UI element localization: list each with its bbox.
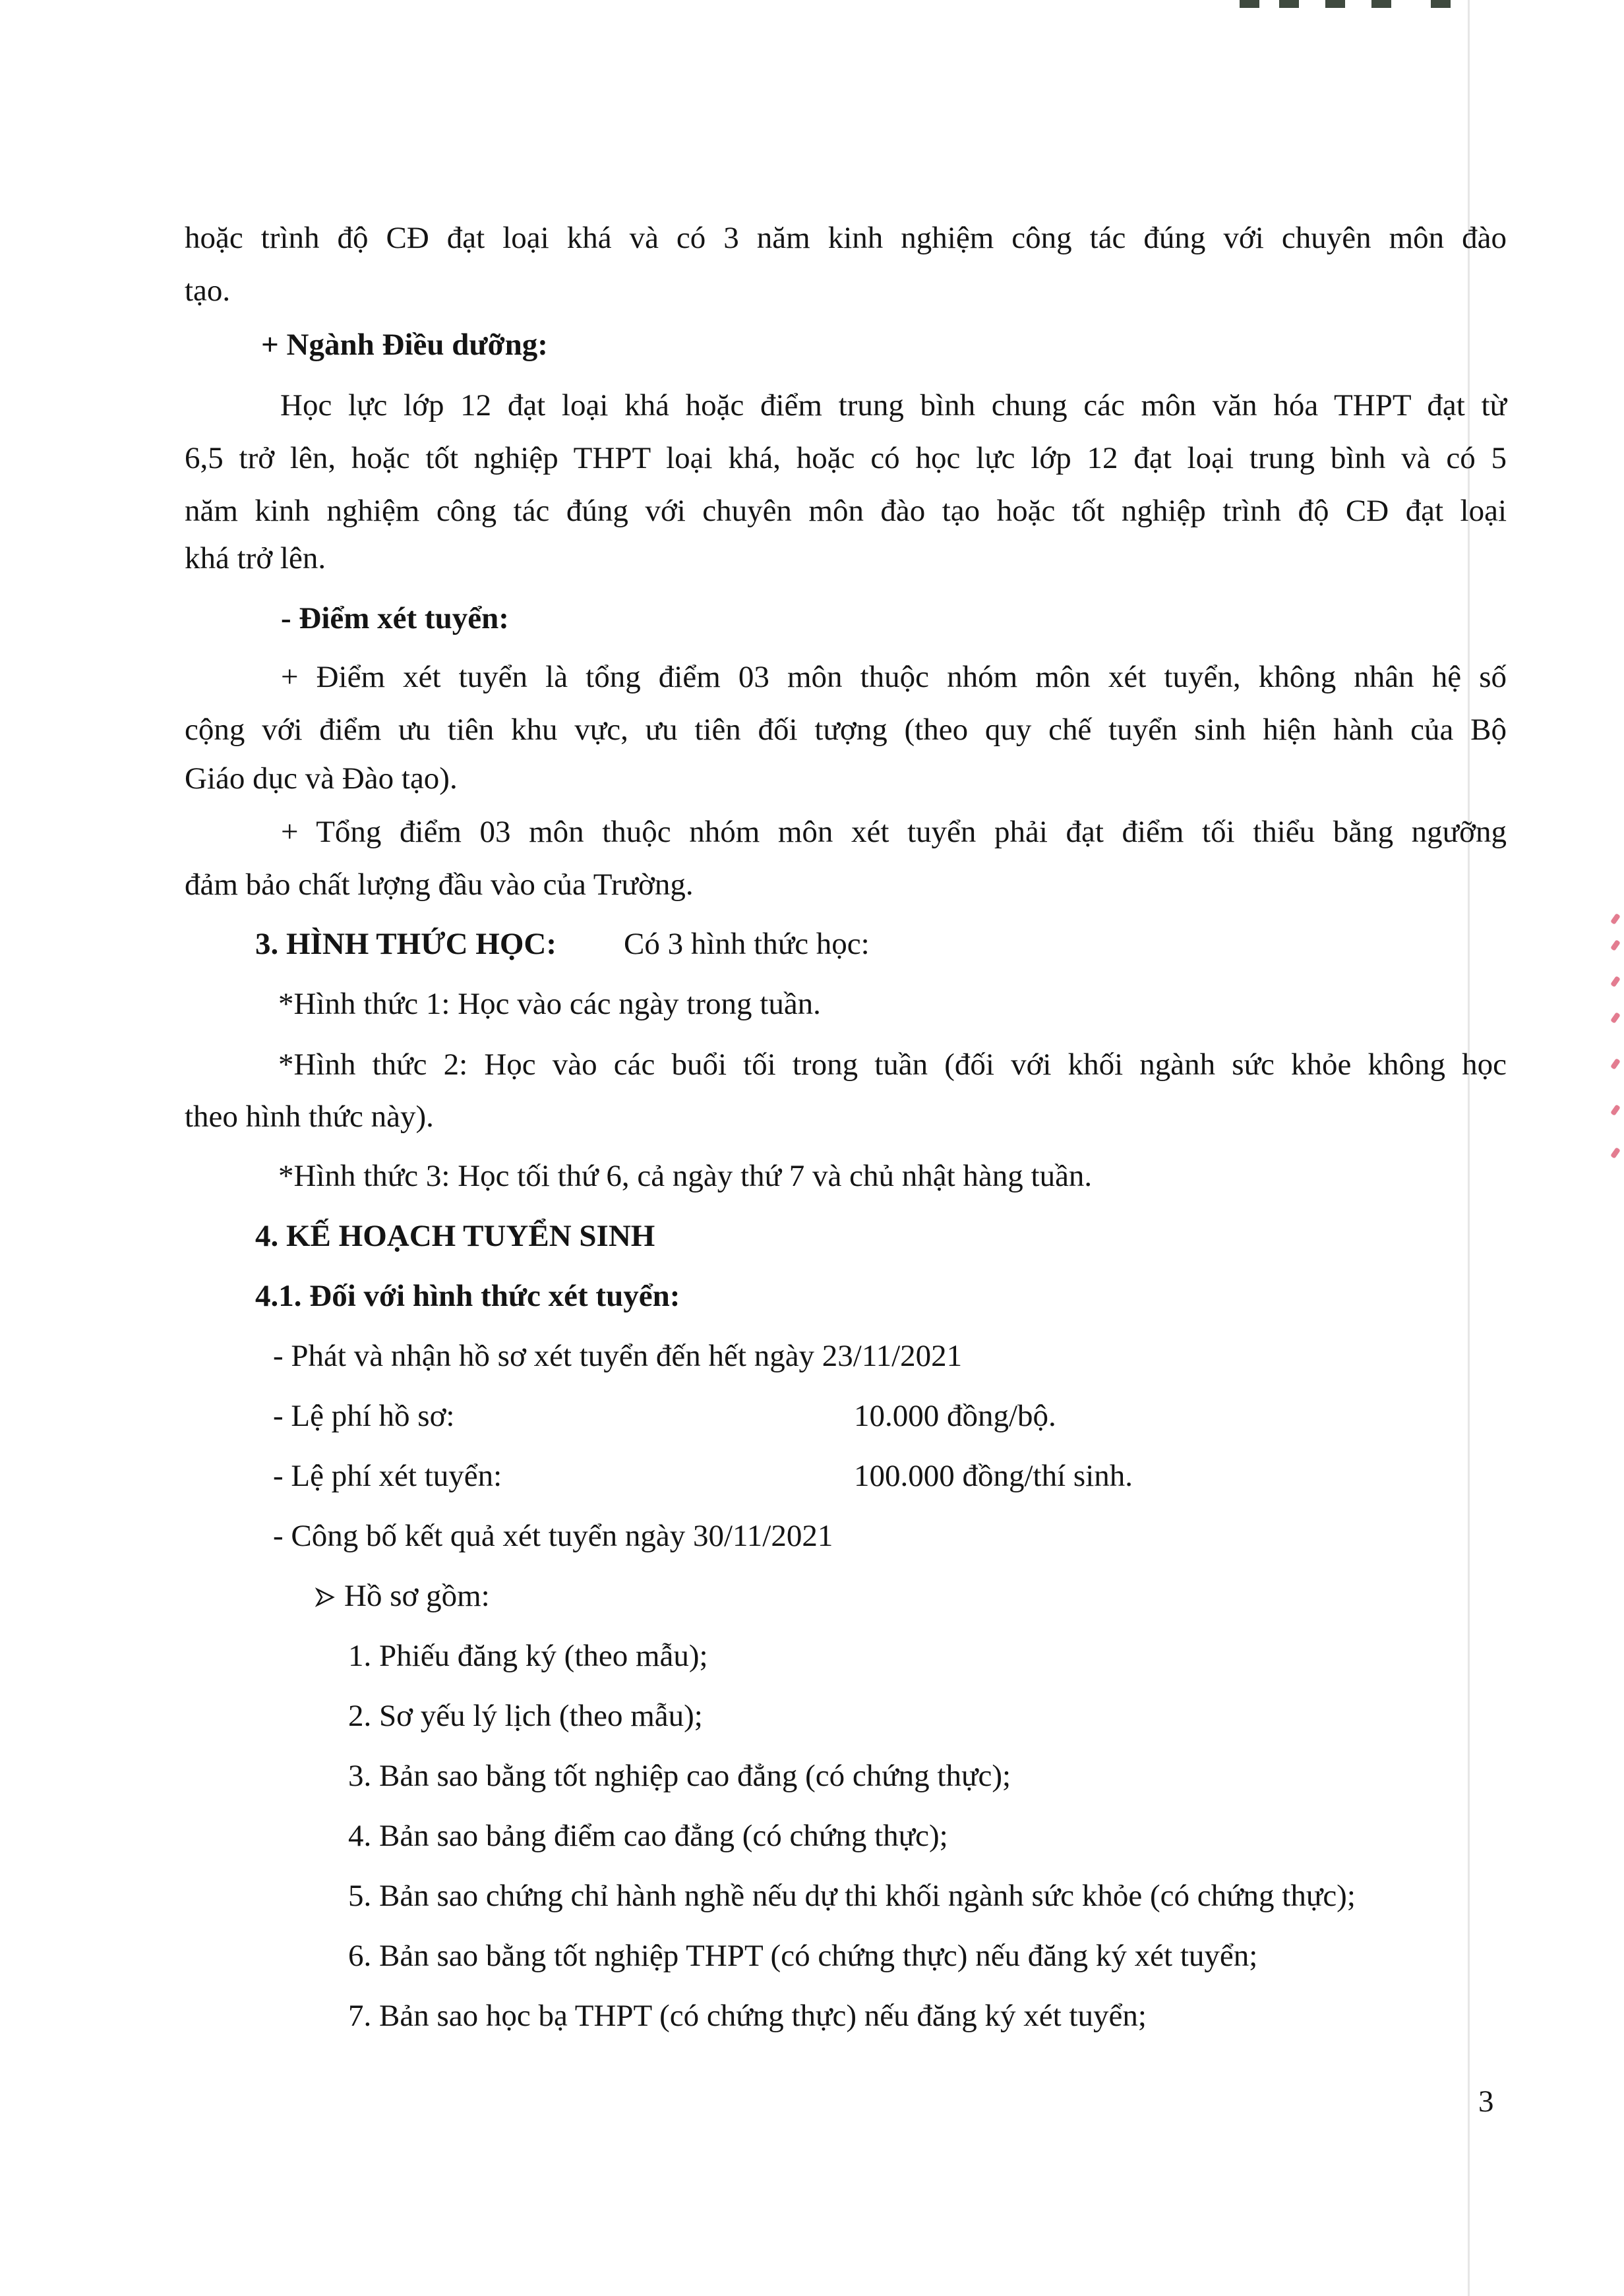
paragraph-line: 6,5 trở lên, hoặc tốt nghiệp THPT loại khá, hoặc có học lực lớp 12 đạt loại trung bình và có 5 xyxy=(185,441,1507,475)
list-item: 1. Phiếu đăng ký (theo mẫu); xyxy=(348,1639,708,1673)
paragraph-line: năm kinh nghiệm công tác đúng với chuyên môn đào tạo hoặc tốt nghiệp trình độ CĐ đạt loại xyxy=(185,494,1507,528)
list-item: - Công bố kết quả xét tuyển ngày 30/11/2021 xyxy=(273,1519,833,1553)
list-item: 6. Bản sao bằng tốt nghiệp THPT (có chứng thực) nếu đăng ký xét tuyển; xyxy=(348,1939,1258,1973)
scan-edge-line xyxy=(1468,0,1470,2296)
paragraph-line: đảm bảo chất lượng đầu vào của Trường. xyxy=(185,868,694,902)
list-item: 5. Bản sao chứng chỉ hành nghề nếu dự thi khối ngành sức khỏe (có chứng thực); xyxy=(348,1879,1356,1913)
list-item: 4. Bản sao bảng điểm cao đẳng (có chứng thực); xyxy=(348,1819,948,1853)
arrowhead-bullet-icon xyxy=(315,1587,335,1607)
paragraph-line: Giáo dục và Đào tạo). xyxy=(185,761,458,796)
paragraph-line: tạo. xyxy=(185,274,231,308)
list-item: *Hình thức 3: Học tối thứ 6, cả ngày thứ 7 và chủ nhật hàng tuần. xyxy=(278,1159,1093,1193)
list-item: 7. Bản sao học bạ THPT (có chứng thực) nếu đăng ký xét tuyển; xyxy=(348,1999,1147,2033)
list-item: *Hình thức 1: Học vào các ngày trong tuần. xyxy=(278,987,821,1021)
section-heading-text: Có 3 hình thức học: xyxy=(624,927,870,961)
fee-value: 100.000 đồng/thí sinh. xyxy=(854,1459,1133,1493)
list-item: 3. Bản sao bằng tốt nghiệp cao đẳng (có chứng thực); xyxy=(348,1759,1011,1793)
section-heading: 4. KẾ HOẠCH TUYỂN SINH xyxy=(255,1219,655,1253)
list-item: - Lệ phí hồ sơ: xyxy=(273,1399,455,1433)
list-heading xyxy=(315,1570,490,1622)
section-heading: + Ngành Điều dưỡng: xyxy=(261,328,548,362)
paragraph-line: cộng với điểm ưu tiên khu vực, ưu tiên đối tượng (theo quy chế tuyển sinh hiện hành của Bộ xyxy=(185,713,1507,747)
list-item: 2. Sơ yếu lý lịch (theo mẫu); xyxy=(348,1699,703,1733)
paragraph-line: theo hình thức này). xyxy=(185,1100,434,1134)
paragraph-line: khá trở lên. xyxy=(185,541,326,575)
fee-value: 10.000 đồng/bộ. xyxy=(854,1399,1056,1433)
paragraph-line: + Điểm xét tuyển là tổng điểm 03 môn thuộc nhóm môn xét tuyển, không nhân hệ số xyxy=(281,660,1507,694)
subsection-heading: 4.1. Đối với hình thức xét tuyển: xyxy=(255,1279,680,1313)
paragraph-line: *Hình thức 2: Học vào các buổi tối trong tuần (đối với khối ngành sức khỏe không học xyxy=(278,1047,1507,1082)
section-heading: - Điểm xét tuyển: xyxy=(281,601,509,635)
list-item: - Lệ phí xét tuyển: xyxy=(273,1459,502,1493)
paragraph-line: Học lực lớp 12 đạt loại khá hoặc điểm trung bình chung các môn văn hóa THPT đạt từ xyxy=(280,388,1507,423)
paragraph-line: hoặc trình độ CĐ đạt loại khá và có 3 năm kinh nghiệm công tác đúng với chuyên môn đào xyxy=(185,221,1507,255)
paragraph-line: + Tổng điểm 03 môn thuộc nhóm môn xét tuyển phải đạt điểm tối thiểu bằng ngưỡng xyxy=(281,815,1507,849)
stamp-edge-mark xyxy=(1608,916,1624,1167)
section-heading: 3. HÌNH THỨC HỌC: xyxy=(255,927,556,961)
list-heading-text: Hồ sơ gồm: xyxy=(344,1579,490,1613)
scan-top-marks xyxy=(1240,0,1477,9)
list-item: - Phát và nhận hồ sơ xét tuyển đến hết ngày 23/11/2021 xyxy=(273,1339,963,1373)
page-number: 3 xyxy=(1478,2084,1494,2119)
